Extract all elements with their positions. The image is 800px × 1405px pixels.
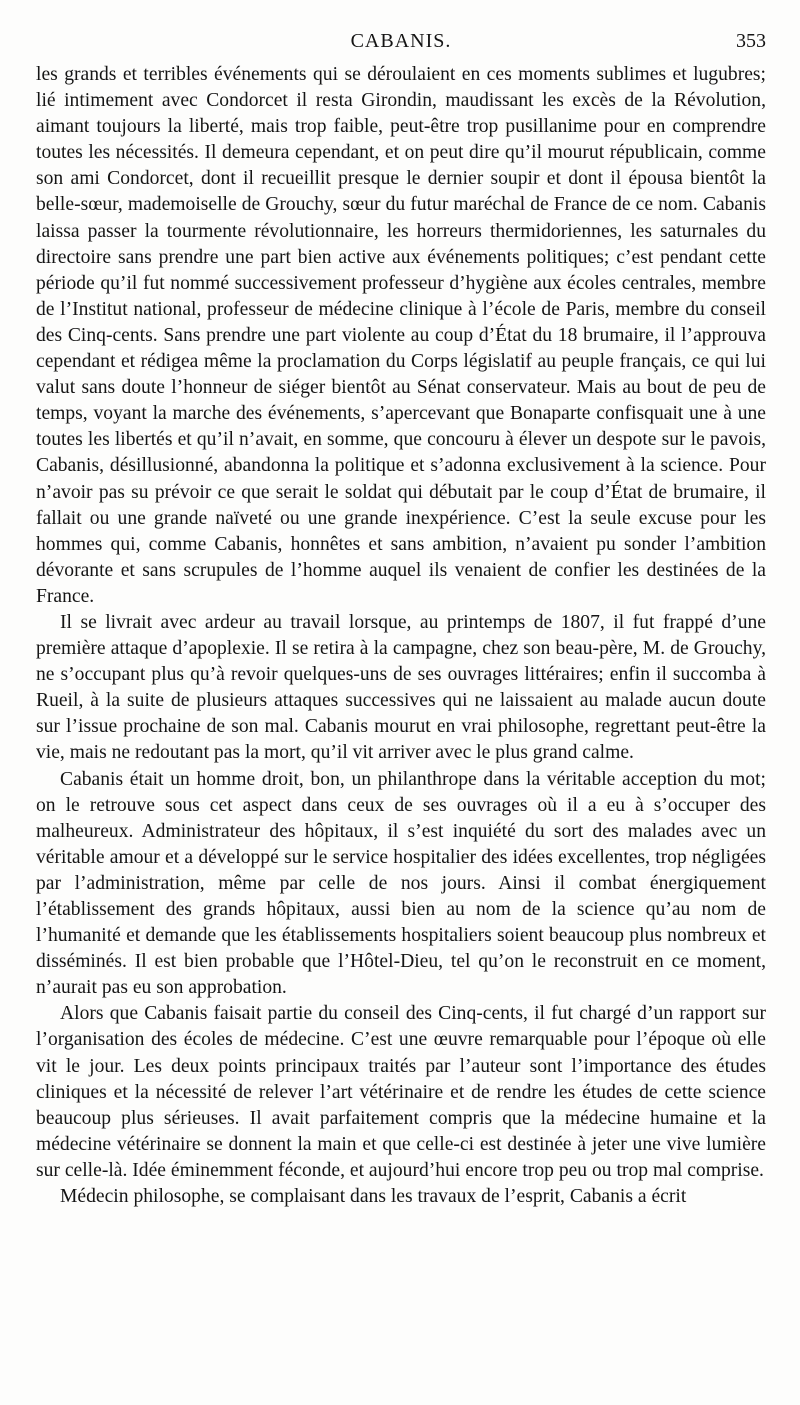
paragraph: les grands et terribles événements qui se déroulaient en ces moments sublimes et lugubres; lié intimement avec Condorcet il resta Girondin, maudissant les excès de la Révolution, aimant toujours la liberté, mais trop faible, peut-être trop pusillanime pour en comprendre toutes les nécessités. Il demeura cependant, et on peut dire qu’il mourut républicain, comme son ami Condorcet, dont il recueillit presque le dernier soupir et dont il épousa bientôt la belle-sœur, mademoiselle de Grouchy, sœur du futur maréchal de France de ce nom. Cabanis laissa passer la tourmente révolutionnaire, les horreurs thermidoriennes, les saturnales du directoire sans prendre une part bien active aux événements politiques; c’est pendant cette période qu’il fut nommé successivement professeur d’hygiène aux écoles centrales, membre de l’Institut national, professeur de médecine clinique à l’école de Paris, membre du conseil des Cinq-cents. Sans prendre une part violente au coup d’État du 18 brumaire, il l’approuva cependant et rédigea même la proclamation du Corps législatif au peuple français, ce qui lui valut sans doute l’honneur de siéger bientôt au Sénat conservateur. Mais au bout de peu de temps, voyant la marche des événements, s’apercevant que Bonaparte confisquait une à une toutes les libertés et qu’il n’avait, en somme, que concouru à élever un despote sur le pavois, Cabanis, désillusionné, abandonna la politique et s’adonna exclusivement à la science. Pour n’avoir pas su prévoir ce que serait le soldat qui débutait par le coup d’État de brumaire, il fallait ou une grande naïveté ou une grande inexpérience. C’est la seule excuse pour les hommes qui, comme Cabanis, honnêtes et sans ambition, n’avaient pu sonder l’ambition dévorante et sans scrupules de l’homme auquel ils venaient de confier les destinées de la France. [36, 64, 766, 607]
page-number: 353 [736, 30, 766, 52]
paragraph: Cabanis était un homme droit, bon, un philanthrope dans la véritable acception du mot; on le retrouve sous cet aspect dans ceux de ses ouvrages où il a eu à s’occuper des malheureux. Administrateur des hôpitaux, il s’est inquiété du sort des malades avec un véritable amour et a développé sur le service hospitalier des idées excellentes, trop négligées par l’administration, même par celle de nos jours. Ainsi il combat énergiquement l’établissement des grands hôpitaux, aussi bien au nom de la science qu’au nom de l’humanité et demande que les établissements hospitaliers soient beaucoup plus nombreux et disséminés. Il est bien probable que l’Hôtel-Dieu, tel qu’on le reconstruit en ce moment, n’aurait pas eu son approbation. [36, 768, 766, 999]
body-text [36, 62, 766, 1210]
paragraph: Médecin philosophe, se complaisant dans les travaux de l’esprit, Cabanis a écrit [60, 1186, 687, 1208]
running-head [36, 30, 766, 56]
paragraph: Il se livrait avec ardeur au travail lorsque, au printemps de 1807, il fut frappé d’une première attaque d’apoplexie. Il se retira à la campagne, chez son beau-père, M. de Grouchy, ne s’occupant plus qu’à revoir quelques-uns de ses ouvrages littéraires; enfin il succomba à Rueil, à la suite de plusieurs attaques successives qui ne laissaient au malade aucun doute sur l’issue prochaine de son mal. Cabanis mourut en vrai philosophe, regrettant peut-être la vie, mais ne redoutant pas la mort, qu’il vit arriver avec le plus grand calme. [36, 611, 766, 764]
running-title: CABANIS. [350, 30, 452, 52]
paragraph: Alors que Cabanis faisait partie du conseil des Cinq-cents, il fut chargé d’un rapport sur l’organisation des écoles de médecine. C’est une œuvre remarquable pour l’époque où elle vit le jour. Les deux points principaux traités par l’auteur sont l’importance des études cliniques et la nécessité de relever l’art vétérinaire et de rendre les études de cette science beaucoup plus sérieuses. Il avait parfaitement compris que la médecine humaine et la médecine vétérinaire se donnent la main et que celle-ci est destinée à jeter une vive lumière sur celle-là. Idée éminemment féconde, et aujourd’hui encore trop peu ou trop mal comprise. [36, 1003, 766, 1181]
